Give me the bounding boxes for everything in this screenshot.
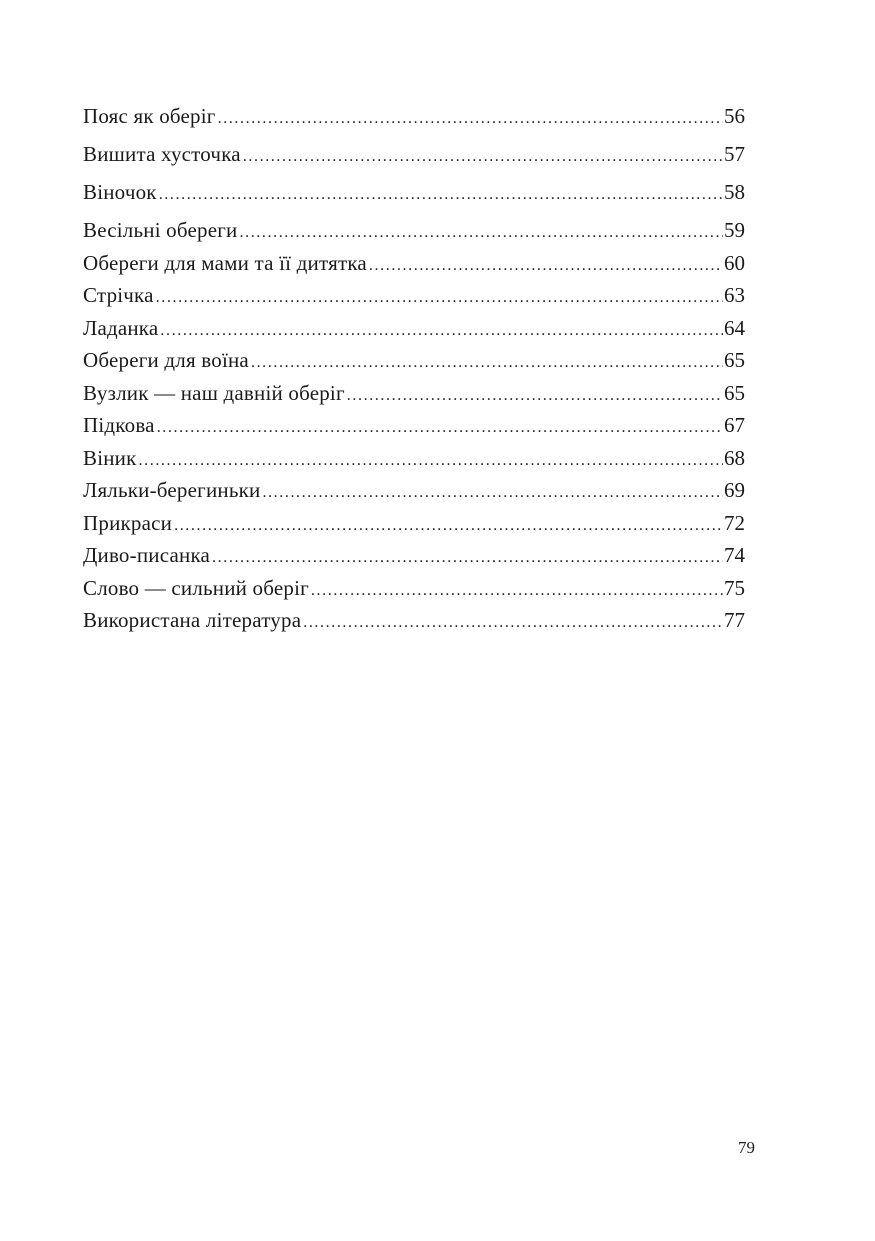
dot-leader <box>347 380 723 410</box>
toc-entry-pysanka[interactable] <box>83 539 745 572</box>
toc-entry-broom[interactable] <box>83 442 745 475</box>
toc-entry-jewelry[interactable] <box>83 507 745 540</box>
toc-entry-page: 58 <box>724 180 745 204</box>
toc-entry-kerchief[interactable] <box>83 138 745 176</box>
toc-entry-page: 72 <box>724 510 745 535</box>
toc-entry-title: Підкова <box>83 413 155 437</box>
toc-entry-horseshoe[interactable] <box>83 409 745 442</box>
toc-entry-page: 67 <box>724 413 745 437</box>
dot-leader <box>160 315 723 345</box>
toc-entry-word[interactable] <box>83 572 745 605</box>
dot-leader <box>174 510 723 540</box>
toc-entry-page: 68 <box>724 445 745 470</box>
toc-entry-page: 65 <box>724 348 745 372</box>
toc-entry-title: Використана література <box>83 608 302 632</box>
toc-entry-wreath[interactable] <box>83 176 745 214</box>
toc-entry-title: Пояс як оберіг <box>83 104 216 128</box>
toc-entry-title: Диво-писанка <box>83 543 211 567</box>
toc-entry-page: 77 <box>724 608 745 632</box>
toc-entry-page: 57 <box>724 142 745 166</box>
page-number: 79 <box>738 1138 755 1157</box>
toc-entry-title: Прикраси <box>83 510 173 535</box>
toc-entry-title: Обереги для воїна <box>83 348 249 372</box>
toc-entry-page: 60 <box>724 250 745 275</box>
toc-entry-page: 74 <box>724 543 745 567</box>
toc-entry-title: Ладанка <box>83 315 159 340</box>
toc-entry-page: 59 <box>724 218 745 242</box>
toc-entry-page: 75 <box>724 575 745 600</box>
toc-entry-title: Віник <box>83 445 137 470</box>
toc-entry-wedding-amulets[interactable] <box>83 214 745 247</box>
dot-leader <box>212 542 723 572</box>
toc-entry-belt[interactable] <box>83 100 745 138</box>
toc-entry-title: Віночок <box>83 180 157 204</box>
dot-leader <box>311 575 723 605</box>
toc-entry-title: Ляльки-берегиньки <box>83 478 261 502</box>
toc-entry-bibliography[interactable] <box>83 604 745 637</box>
dot-leader <box>303 607 723 637</box>
toc-entry-page: 63 <box>724 283 745 307</box>
dot-leader <box>243 141 723 173</box>
toc-entry-title: Вузлик — наш давній оберіг <box>83 380 345 405</box>
toc-entry-page: 64 <box>724 315 745 340</box>
dot-leader <box>156 282 723 312</box>
toc-entry-title: Вишита хусточка <box>83 142 241 166</box>
toc-entry-ladanka[interactable] <box>83 312 745 345</box>
toc-entry-page: 65 <box>724 380 745 405</box>
toc-entry-dolls[interactable] <box>83 474 745 507</box>
toc-entry-title: Весільні обереги <box>83 218 238 242</box>
toc-entry-knot[interactable] <box>83 377 745 410</box>
dot-leader <box>369 250 723 280</box>
toc-entry-title: Стрічка <box>83 283 154 307</box>
dot-leader <box>159 179 723 211</box>
toc-entry-warrior[interactable] <box>83 344 745 377</box>
toc-entry-page: 69 <box>724 478 745 502</box>
dot-leader <box>157 412 723 442</box>
toc-entry-ribbon[interactable] <box>83 279 745 312</box>
dot-leader <box>240 217 724 247</box>
toc-entry-title: Обереги для мами та її дитятка <box>83 250 367 275</box>
toc-entry-mother-child[interactable] <box>83 247 745 280</box>
dot-leader <box>251 347 723 377</box>
toc-entry-page: 56 <box>724 104 745 128</box>
toc-entry-title: Слово — сильний оберіг <box>83 575 309 600</box>
dot-leader <box>262 477 723 507</box>
dot-leader <box>139 445 723 475</box>
table-of-contents <box>83 100 745 637</box>
dot-leader <box>218 103 723 135</box>
